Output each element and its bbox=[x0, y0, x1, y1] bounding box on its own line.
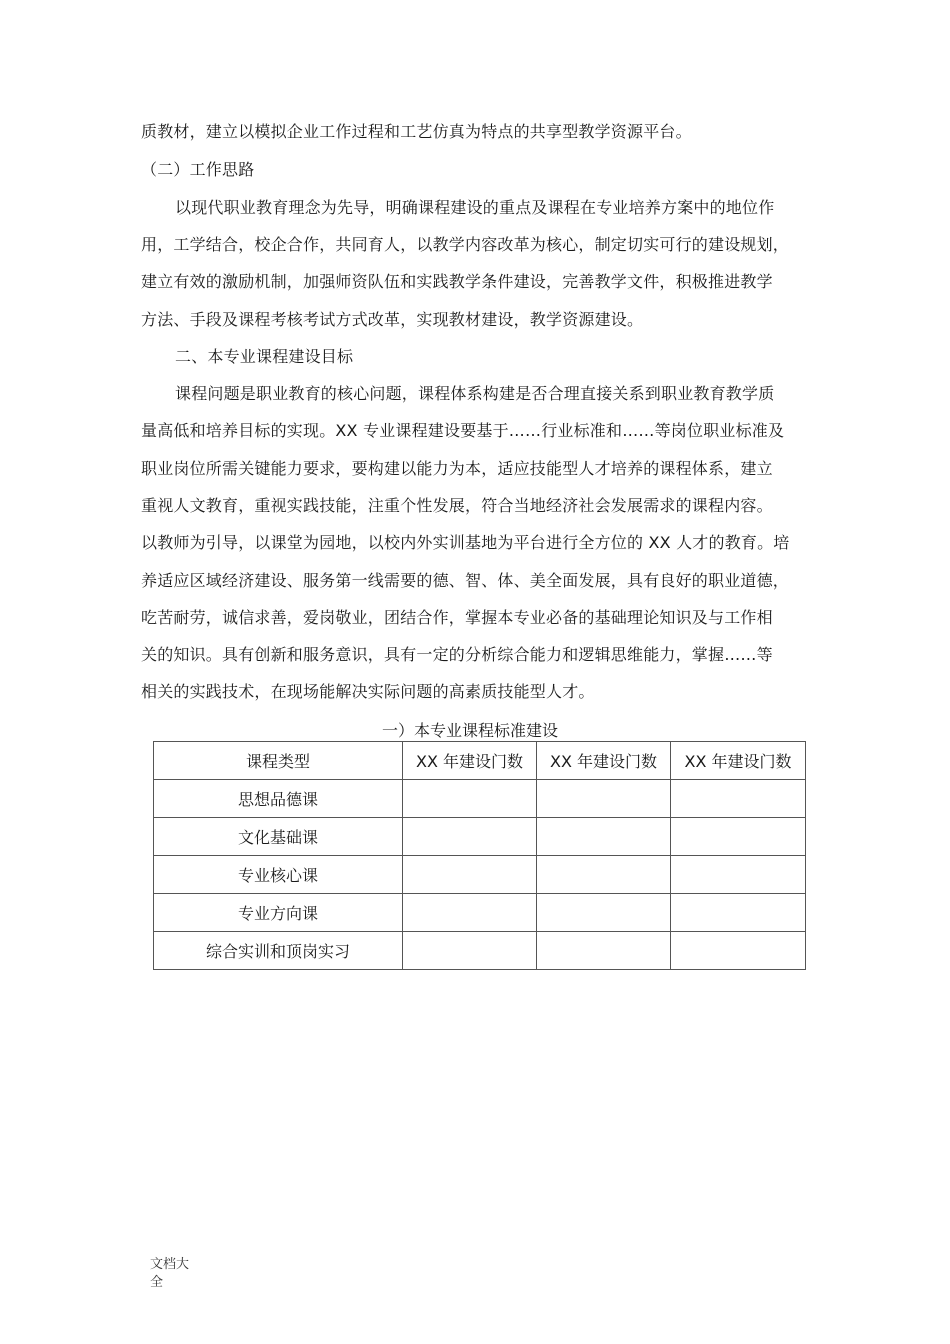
table-cell bbox=[403, 894, 537, 932]
table-cell bbox=[403, 932, 537, 970]
footer-text-line: 全 bbox=[150, 1275, 164, 1290]
body-line: 建立有效的激励机制，加强师资队伍和实践教学条件建设，完善教学文件，积极推进教学 bbox=[141, 272, 773, 291]
table-cell bbox=[403, 780, 537, 818]
body-line: 课程问题是职业教育的核心问题，课程体系构建是否合理直接关系到职业教育教学质 bbox=[175, 384, 775, 403]
row-label: 文化基础课 bbox=[154, 818, 403, 856]
table-row bbox=[154, 894, 806, 932]
table-row bbox=[154, 856, 806, 894]
body-line: 以教师为引导，以课堂为园地，以校内外实训基地为平台进行全方位的 XX 人才的教育。培 bbox=[141, 533, 790, 552]
body-line: 相关的实践技术，在现场能解决实际问题的高素质技能型人才。 bbox=[141, 682, 595, 701]
body-line: 职业岗位所需关键能力要求，要构建以能力为本，适应技能型人才培养的课程体系，建立 bbox=[141, 459, 773, 478]
column-header-year-count: XX 年建设门数 bbox=[537, 742, 671, 780]
section-heading-work-approach: （二）工作思路 bbox=[141, 160, 255, 179]
table-cell bbox=[671, 894, 806, 932]
footer-text-line: 文档大 bbox=[150, 1257, 190, 1272]
table-cell bbox=[671, 818, 806, 856]
body-line: 以现代职业教育理念为先导，明确课程建设的重点及课程在专业培养方案中的地位作 bbox=[175, 198, 775, 217]
table-cell bbox=[403, 818, 537, 856]
table-cell bbox=[671, 932, 806, 970]
body-line: 方法、手段及课程考核考试方式改革，实现教材建设，教学资源建设。 bbox=[141, 310, 644, 329]
table-cell bbox=[537, 780, 671, 818]
body-line: 关的知识。具有创新和服务意识，具有一定的分析综合能力和逻辑思维能力，掌握……等 bbox=[141, 645, 773, 664]
table-row bbox=[154, 818, 806, 856]
body-line: 吃苦耐劳，诚信求善，爱岗敬业，团结合作，掌握本专业必备的基础理论知识及与工作相 bbox=[141, 608, 773, 627]
page-footer bbox=[150, 1256, 210, 1292]
table-cell bbox=[403, 856, 537, 894]
body-line: 用，工学结合，校企合作，共同育人，以教学内容改革为核心，制定切实可行的建设规划， bbox=[141, 235, 790, 254]
row-label: 综合实训和顶岗实习 bbox=[154, 932, 403, 970]
row-label: 思想品德课 bbox=[154, 780, 403, 818]
body-line-continuation: 质教材，建立以模拟企业工作过程和工艺仿真为特点的共享型教学资源平台。 bbox=[141, 122, 692, 141]
table-cell bbox=[537, 818, 671, 856]
column-header-course-type: 课程类型 bbox=[154, 742, 403, 780]
table-row bbox=[154, 932, 806, 970]
row-label: 专业核心课 bbox=[154, 856, 403, 894]
body-line: 重视人文教育，重视实践技能，注重个性发展，符合当地经济社会发展需求的课程内容。 bbox=[141, 496, 773, 515]
body-line: 养适应区域经济建设、服务第一线需要的德、智、体、美全面发展，具有良好的职业道德， bbox=[141, 571, 790, 590]
table-cell bbox=[671, 856, 806, 894]
table-cell bbox=[537, 856, 671, 894]
row-label: 专业方向课 bbox=[154, 894, 403, 932]
course-standards-table bbox=[153, 741, 806, 970]
table-cell bbox=[537, 932, 671, 970]
body-line: 量高低和培养目标的实现。XX 专业课程建设要基于……行业标准和……等岗位职业标准及 bbox=[141, 421, 785, 440]
table-row bbox=[154, 780, 806, 818]
section-heading-course-goals: 二、本专业课程建设目标 bbox=[175, 347, 354, 366]
column-header-year-count: XX 年建设门数 bbox=[403, 742, 537, 780]
table-cell bbox=[537, 894, 671, 932]
table-header-row bbox=[154, 742, 806, 780]
table-cell bbox=[671, 780, 806, 818]
table-caption: 一）本专业课程标准建设 bbox=[382, 721, 559, 740]
column-header-year-count: XX 年建设门数 bbox=[671, 742, 806, 780]
